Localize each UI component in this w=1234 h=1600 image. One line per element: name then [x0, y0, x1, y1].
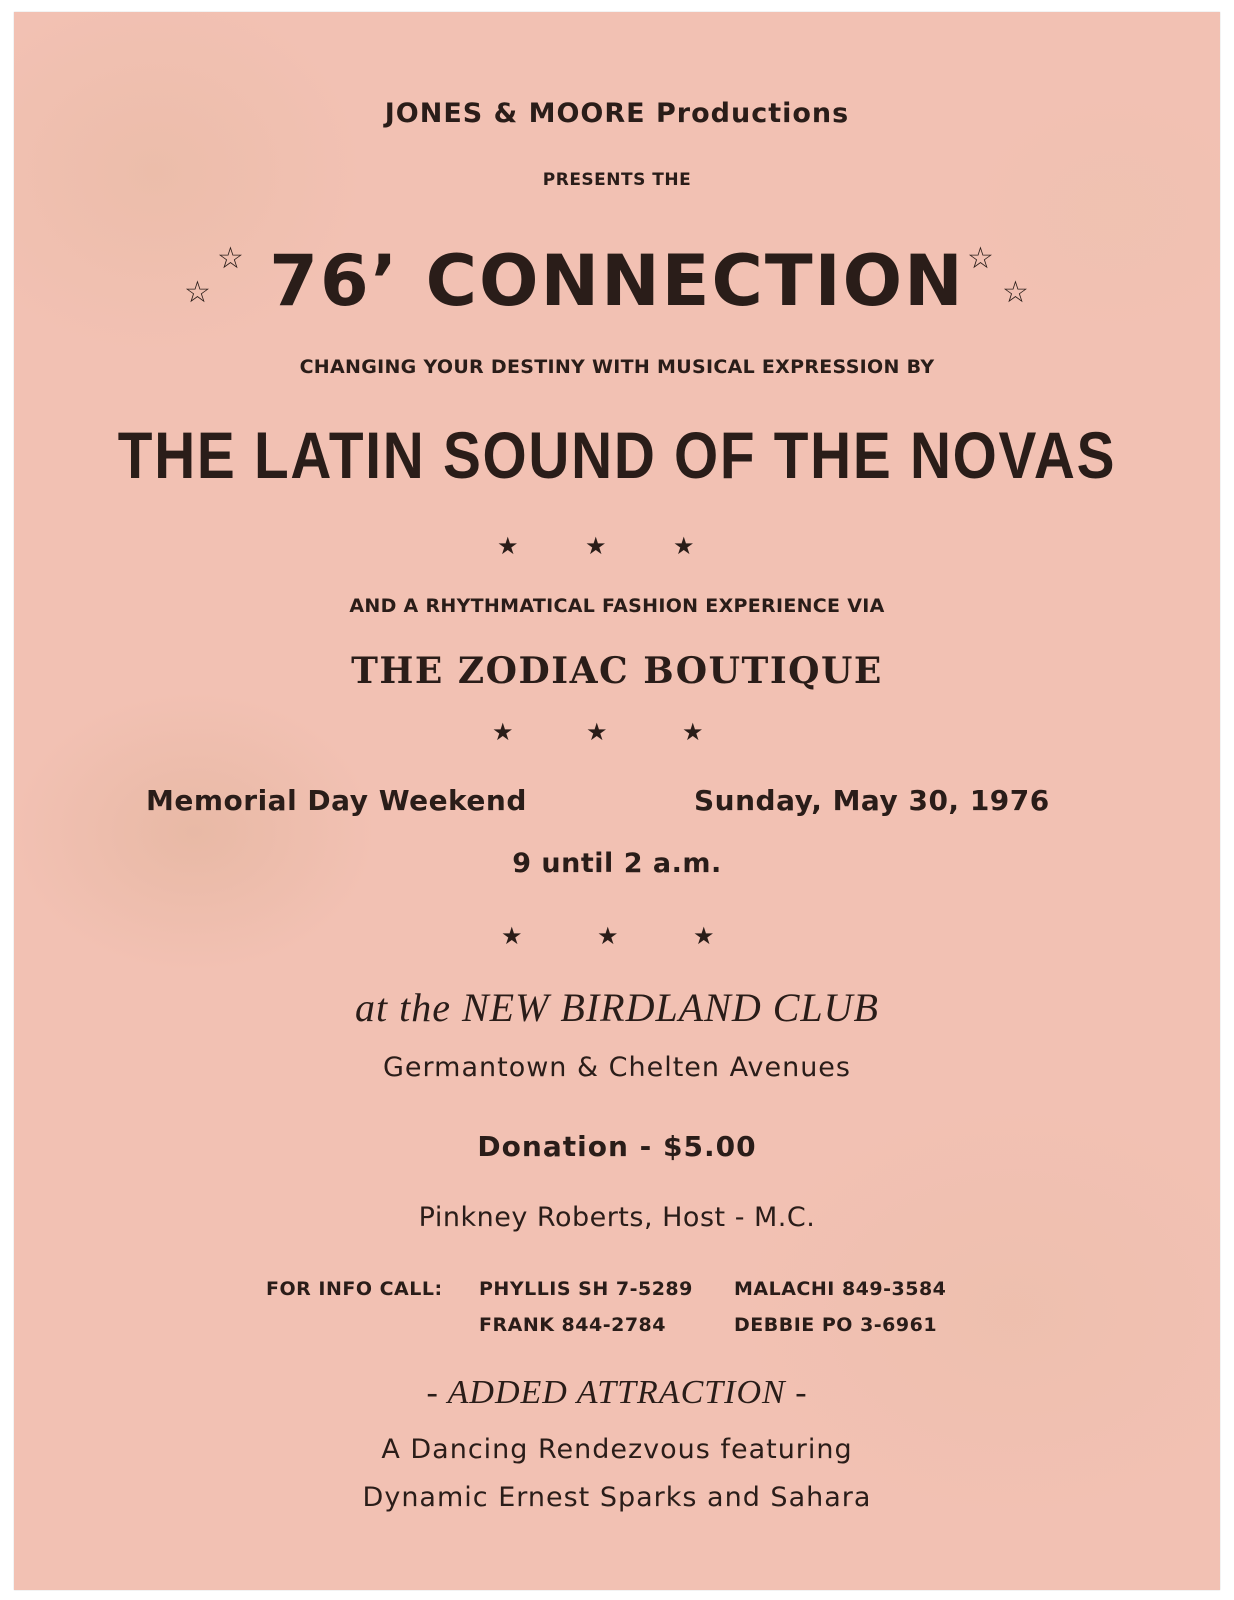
star-icon: ★	[585, 532, 607, 560]
contact-entry: PHYLLIS SH 7-5289	[479, 1278, 693, 1300]
contact-entry: FRANK 844-2784	[479, 1314, 666, 1336]
star-icon: ★	[586, 718, 608, 746]
boutique-name: THE ZODIAC BOUTIQUE	[351, 650, 883, 692]
star-icon: ★	[682, 718, 704, 746]
venue-address: Germantown & Chelten Avenues	[383, 1052, 851, 1083]
outline-star-icon: ☆	[184, 275, 211, 310]
outline-star-icon: ☆	[967, 241, 994, 276]
star-icon: ★	[492, 718, 514, 746]
flyer-sheet	[14, 12, 1220, 1590]
attraction-line: Dynamic Ernest Sparks and Sahara	[362, 1482, 872, 1513]
host-credit: Pinkney Roberts, Host - M.C.	[418, 1202, 816, 1233]
info-call-label: FOR INFO CALL:	[266, 1278, 443, 1300]
producer-credit: JONES & MOORE Productions	[384, 98, 850, 129]
donation-price: Donation - $5.00	[477, 1130, 757, 1163]
star-icon: ★	[501, 922, 523, 950]
star-divider	[14, 720, 1220, 750]
contact-entry: MALACHI 849-3584	[734, 1278, 947, 1300]
attraction-line: A Dancing Rendezvous featuring	[381, 1434, 853, 1465]
contact-entry: DEBBIE PO 3-6961	[734, 1314, 938, 1336]
event-headline: 76’ CONNECTION	[269, 240, 965, 322]
venue-name: at the NEW BIRDLAND CLUB	[355, 985, 879, 1030]
star-icon: ★	[597, 922, 619, 950]
band-name: THE LATIN SOUND OF THE NOVAS	[117, 418, 1117, 492]
event-hours: 9 until 2 a.m.	[512, 848, 722, 879]
star-icon: ★	[693, 922, 715, 950]
star-divider	[14, 534, 1220, 564]
tagline: CHANGING YOUR DESTINY WITH MUSICAL EXPRESSION BY	[299, 356, 935, 378]
star-icon: ★	[673, 532, 695, 560]
added-attraction-title: - ADDED ATTRACTION -	[426, 1374, 808, 1411]
event-occasion: Memorial Day Weekend	[146, 784, 527, 817]
outline-star-icon: ☆	[217, 241, 244, 276]
presents-label: PRESENTS THE	[542, 170, 692, 190]
star-icon: ★	[497, 532, 519, 560]
star-divider	[14, 924, 1220, 954]
event-date: Sunday, May 30, 1976	[694, 784, 1050, 817]
outline-star-icon: ☆	[1002, 275, 1029, 310]
fashion-intro: AND A RHYTHMATICAL FASHION EXPERIENCE VIA	[349, 595, 885, 617]
